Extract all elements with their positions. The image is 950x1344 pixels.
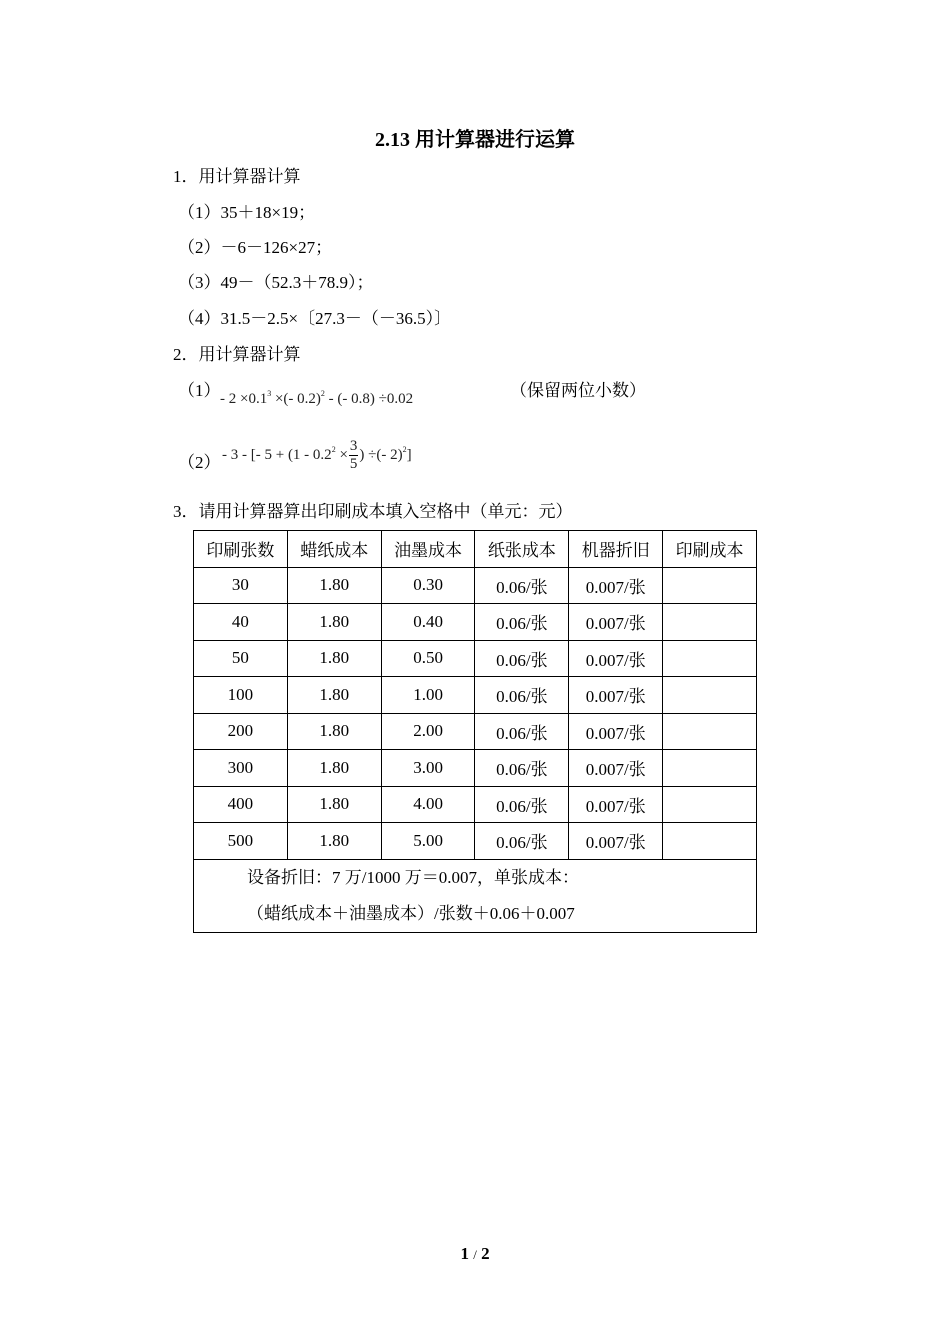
q2-item2-expression: - 3 - [- $5 + (1 - 0.2^2$ × $\frac{3}{5}$ ) ÷(- 2)$^2$] <box>222 438 412 472</box>
cell-ink: 0.50 <box>381 640 475 677</box>
cell-ink: 5.00 <box>381 823 475 860</box>
table-row <box>194 640 757 677</box>
cell-answer[interactable] <box>663 786 757 823</box>
q1-item-1: （1）35＋18×19； <box>178 203 316 222</box>
table-header-row <box>194 531 757 568</box>
cell-machine: 0.007/张 <box>569 567 663 604</box>
cell-paper: 0.06/张 <box>475 713 569 750</box>
cell-paper: 0.06/张 <box>475 640 569 677</box>
q1-item-2: （2）－6－126×27； <box>178 238 333 257</box>
q2-heading: 2．用计算器计算 <box>173 345 301 364</box>
q3-heading: 3．请用计算器算出印刷成本填入空格中（单元：元） <box>173 502 573 521</box>
cell-ink: 2.00 <box>381 713 475 750</box>
table-row <box>194 604 757 641</box>
table-row <box>194 713 757 750</box>
cell-answer[interactable] <box>663 750 757 787</box>
cell-paper: 0.06/张 <box>475 823 569 860</box>
cell-stencil: 1.80 <box>287 823 381 860</box>
cell-machine: 0.007/张 <box>569 677 663 714</box>
q2-item1-note: （保留两位小数） <box>510 381 646 400</box>
table-row <box>194 567 757 604</box>
cell-paper: 0.06/张 <box>475 604 569 641</box>
cell-machine: 0.007/张 <box>569 786 663 823</box>
cell-sheets: 100 <box>194 677 288 714</box>
printing-cost-table <box>193 530 757 933</box>
table-row <box>194 786 757 823</box>
cell-ink: 4.00 <box>381 786 475 823</box>
table-note-row <box>194 859 757 932</box>
cell-sheets: 40 <box>194 604 288 641</box>
page-title: 2.13 用计算器进行运算 <box>375 129 575 151</box>
header-ink-cost: 油墨成本 <box>381 531 475 568</box>
cell-stencil: 1.80 <box>287 750 381 787</box>
cell-answer[interactable] <box>663 713 757 750</box>
cell-sheets: 50 <box>194 640 288 677</box>
cell-ink: 3.00 <box>381 750 475 787</box>
cell-stencil: 1.80 <box>287 677 381 714</box>
fraction: $\frac{3}{5}$ <box>349 438 358 472</box>
cell-sheets: 200 <box>194 713 288 750</box>
cell-ink: 0.40 <box>381 604 475 641</box>
cell-stencil: 1.80 <box>287 567 381 604</box>
header-paper-cost: 纸张成本 <box>475 531 569 568</box>
table-note <box>194 859 757 932</box>
cell-machine: 0.007/张 <box>569 823 663 860</box>
cell-paper: 0.06/张 <box>475 786 569 823</box>
cell-machine: 0.007/张 <box>569 640 663 677</box>
cell-answer[interactable] <box>663 604 757 641</box>
cell-answer[interactable] <box>663 677 757 714</box>
note-line-2: （蜡纸成本＋油墨成本）/张数＋0.06＋0.007 <box>247 903 575 923</box>
table-row <box>194 823 757 860</box>
q2-item1-expression: - $2 \times 0.1^3$ ×(- 0.2)$^2$ - (- 0.8) ÷0.02 <box>220 389 414 407</box>
cell-answer[interactable] <box>663 567 757 604</box>
table-row <box>194 677 757 714</box>
cell-sheets: 400 <box>194 786 288 823</box>
cell-machine: 0.007/张 <box>569 604 663 641</box>
page-number: 1 / 2 <box>460 1244 490 1263</box>
cell-paper: 0.06/张 <box>475 677 569 714</box>
cell-ink: 1.00 <box>381 677 475 714</box>
cell-stencil: 1.80 <box>287 640 381 677</box>
q1-item-3: （3）49－（52.3＋78.9）； <box>178 273 374 292</box>
cell-sheets: 500 <box>194 823 288 860</box>
cell-sheets: 300 <box>194 750 288 787</box>
cell-ink: 0.30 <box>381 567 475 604</box>
q2-item2-label: （2） <box>178 453 221 472</box>
cell-answer[interactable] <box>663 640 757 677</box>
cell-paper: 0.06/张 <box>475 750 569 787</box>
header-stencil-cost: 蜡纸成本 <box>287 531 381 568</box>
cell-sheets: 30 <box>194 567 288 604</box>
q2-item1-label: （1） <box>178 381 221 400</box>
header-machine-depreciation: 机器折旧 <box>569 531 663 568</box>
cell-machine: 0.007/张 <box>569 750 663 787</box>
table-row <box>194 750 757 787</box>
cell-paper: 0.06/张 <box>475 567 569 604</box>
cell-stencil: 1.80 <box>287 786 381 823</box>
q1-heading: 1．用计算器计算 <box>173 167 301 186</box>
cell-stencil: 1.80 <box>287 713 381 750</box>
cell-stencil: 1.80 <box>287 604 381 641</box>
header-printing-cost: 印刷成本 <box>663 531 757 568</box>
note-line-1: 设备折旧：7 万/1000 万＝0.007，单张成本： <box>247 867 579 887</box>
cell-machine: 0.007/张 <box>569 713 663 750</box>
q1-item-4: （4）31.5－2.5×〔27.3－（－36.5）〕 <box>178 309 452 328</box>
header-sheets: 印刷张数 <box>194 531 288 568</box>
cell-answer[interactable] <box>663 823 757 860</box>
